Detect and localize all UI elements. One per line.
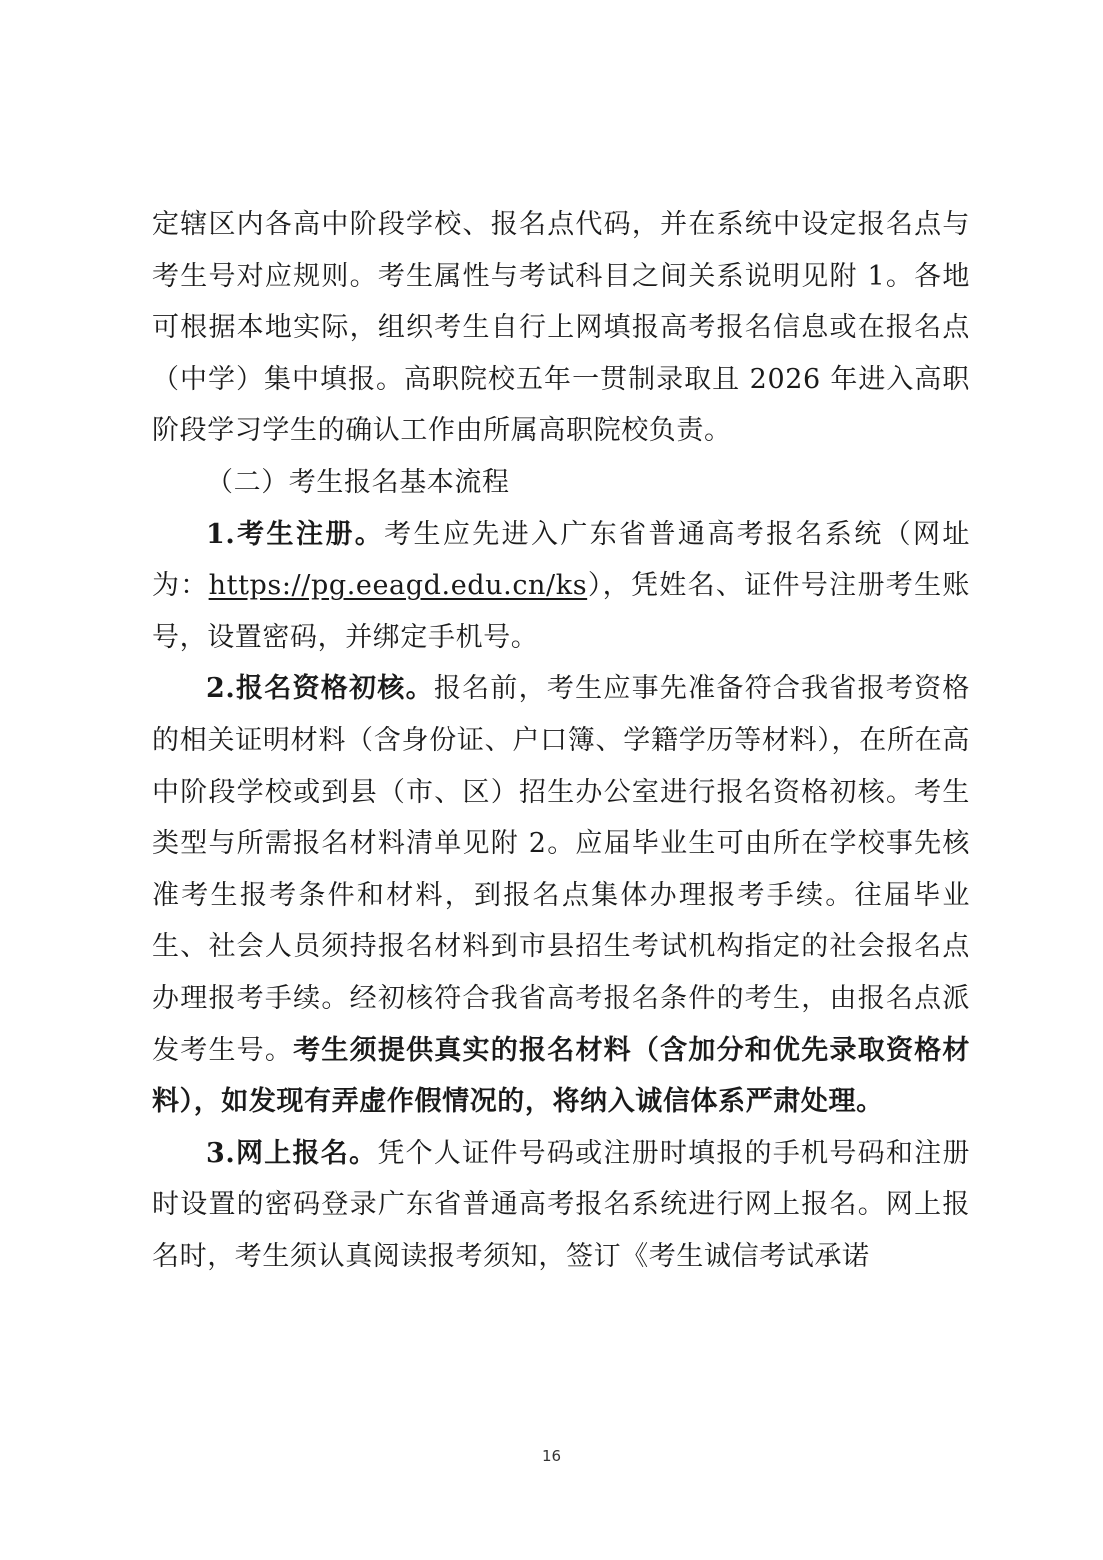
step-3-title: 3.网上报名。 — [206, 1137, 378, 1169]
step-2-bold-warning: 考生须提供真实的报名材料（含加分和优先录取资格材料），如发现有弄虚作假情况的，将纳入诚信体系严肃处理。 — [152, 1034, 971, 1118]
section-heading-basic-process: （二）考生报名基本流程 — [206, 466, 510, 498]
step-2-title: 2.报名资格初核。 — [206, 673, 434, 705]
registration-system-url-link[interactable]: https://pg.eeagd.edu.cn/ks — [208, 570, 588, 602]
step-1-text-after-url: ），凭姓名、证件号注册考生账号，设置密码，并绑定手机号。 — [152, 570, 970, 653]
step-1-title: 1.考生注册。 — [206, 518, 385, 550]
paragraph-step-2-qualification-check — [152, 663, 970, 1127]
step-1-text-before-url: 考生应先进入广东省普通高考报名系统（网址为： — [152, 518, 970, 602]
body-text — [152, 199, 970, 1282]
page-number: 16 — [541, 1447, 562, 1465]
step-2-text: 报名前，考生应事先准备符合我省报考资格的相关证明材料（含身份证、户口簿、学籍学历等材料），在所在高中阶段学校或到县（市、区）招生办公室进行报名资格初核。考生类型与所需报名材料清单见附 2。应届毕业生可由所在学校事先核准考生报考条件和材料，到报名点集体办理报考手续。往届毕业生、社会人员须持报名材料到市县招生考试机构指定的社会报名点办理报考手续。经初核符合我省高考报名条件的考生，由报名点派发考生号。 — [152, 673, 970, 1066]
paragraph-step-3-online-registration — [152, 1128, 970, 1283]
paragraph-step-1-registration — [152, 509, 970, 664]
step-3-text: 凭个人证件号码或注册时填报的手机号码和注册时设置的密码登录广东省普通高考报名系统进行网上报名。网上报名时，考生须认真阅读报考须知，签订《考生诚信考试承诺 — [152, 1137, 970, 1272]
paragraph-registration-rules: 定辖区内各高中阶段学校、报名点代码，并在系统中设定报名点与考生号对应规则。考生属性与考试科目之间关系说明见附 1。各地可根据本地实际，组织考生自行上网填报高考报名信息或在报名点（中学）集中填报。高职院校五年一贯制录取且 2026 年进入高职阶段学习学生的确认工作由所属高职院校负责。 — [152, 209, 970, 447]
